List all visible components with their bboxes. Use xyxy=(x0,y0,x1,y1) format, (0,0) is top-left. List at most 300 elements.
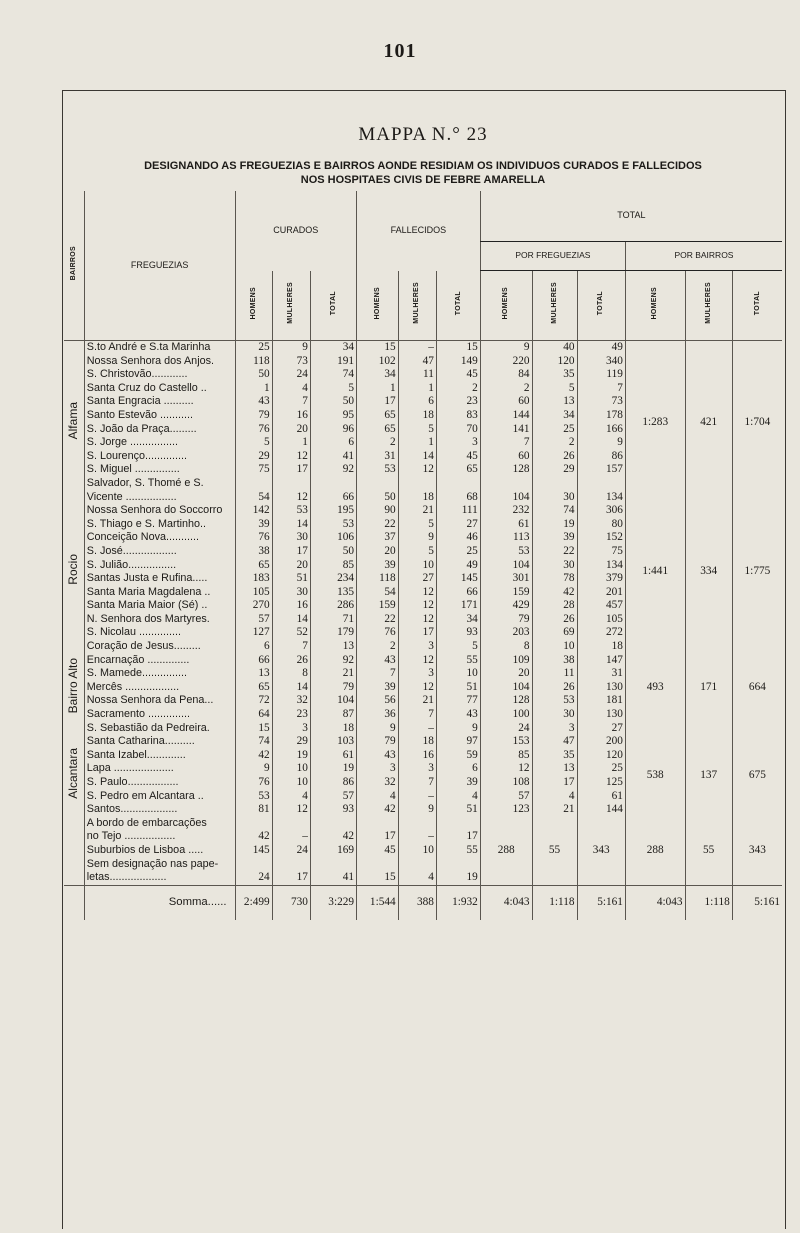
table-cell: 18 xyxy=(577,640,625,654)
bairro-total-total: 664 xyxy=(732,640,782,735)
table-cell: 53 xyxy=(272,504,310,518)
table-cell: 12 xyxy=(272,450,310,464)
table-cell xyxy=(310,477,356,491)
table-cell: 17 xyxy=(272,871,310,885)
table-cell: 5 xyxy=(436,640,480,654)
table-cell: 51 xyxy=(436,803,480,817)
table-cell: 4 xyxy=(272,382,310,396)
table-cell: 2 xyxy=(357,640,399,654)
page-number: 101 xyxy=(383,40,417,62)
table-cell: 3 xyxy=(357,762,399,776)
table-cell: 27 xyxy=(398,572,436,586)
table-cell: 65 xyxy=(235,559,272,573)
table-cell: 61 xyxy=(577,790,625,804)
freguezia-name: Sem designação nas pape- xyxy=(84,858,235,872)
table-cell: 90 xyxy=(357,504,399,518)
table-cell: 203 xyxy=(480,626,532,640)
freguezia-name: Lapa .................... xyxy=(84,762,235,776)
freguezia-name: S. Lourenço.............. xyxy=(84,450,235,464)
table-cell: 134 xyxy=(577,491,625,505)
table-cell: 47 xyxy=(532,735,577,749)
table-cell xyxy=(235,477,272,491)
header-freg-total: TOTAL xyxy=(577,271,625,341)
table-cell: 17 xyxy=(532,776,577,790)
table-cell: 57 xyxy=(235,613,272,627)
table-cell: 76 xyxy=(235,776,272,790)
subtitle-line-2: NOS HOSPITAES CIVIS DE FEBRE AMARELLA xyxy=(300,174,546,186)
table-cell: 26 xyxy=(532,613,577,627)
table-cell: 105 xyxy=(235,586,272,600)
table-cell: 53 xyxy=(235,790,272,804)
table-cell: 50 xyxy=(310,545,356,559)
table-cell: 457 xyxy=(577,599,625,613)
table-cell: 14 xyxy=(272,613,310,627)
table-cell: 9 xyxy=(480,341,532,355)
table-cell: 10 xyxy=(272,776,310,790)
table-cell: 28 xyxy=(532,599,577,613)
table-cell: 19 xyxy=(310,762,356,776)
table-cell: 12 xyxy=(272,803,310,817)
table-cell: 27 xyxy=(436,518,480,532)
table-cell: 26 xyxy=(532,450,577,464)
table-cell: 55 xyxy=(436,654,480,668)
table-cell: 5 xyxy=(310,382,356,396)
table-cell: 53 xyxy=(357,463,399,477)
summa-cell: 3:229 xyxy=(310,885,356,920)
table-cell xyxy=(235,858,272,872)
table-cell: 5 xyxy=(398,545,436,559)
table-cell: 340 xyxy=(577,355,625,369)
table-cell: 73 xyxy=(577,395,625,409)
table-cell: 10 xyxy=(398,844,436,858)
table-cell: 183 xyxy=(235,572,272,586)
table-cell: 10 xyxy=(436,667,480,681)
table-cell: 201 xyxy=(577,586,625,600)
table-cell: 6 xyxy=(310,436,356,450)
table-cell: 9 xyxy=(357,722,399,736)
table-cell: 25 xyxy=(235,341,272,355)
table-cell: 39 xyxy=(436,776,480,790)
summa-cell: 388 xyxy=(398,885,436,920)
table-cell: 17 xyxy=(272,463,310,477)
table-cell: 220 xyxy=(480,355,532,369)
table-cell: 159 xyxy=(480,586,532,600)
table-cell: – xyxy=(398,722,436,736)
table-cell: 127 xyxy=(235,626,272,640)
bairro-total-total: 1:775 xyxy=(732,504,782,640)
table-cell: 40 xyxy=(532,341,577,355)
header-freg-homens: HOMENS xyxy=(480,271,532,341)
table-row xyxy=(64,341,782,355)
table-cell: 7 xyxy=(480,436,532,450)
table-cell: 21 xyxy=(398,504,436,518)
summa-cell: 5:161 xyxy=(577,885,625,920)
table-cell xyxy=(436,817,480,831)
extra-freg-total: 343 xyxy=(577,817,625,885)
table-cell: 178 xyxy=(577,409,625,423)
freguezia-name: S. José.................. xyxy=(84,545,235,559)
table-cell: 15 xyxy=(357,341,399,355)
table-cell: 75 xyxy=(577,545,625,559)
table-cell: 1 xyxy=(398,382,436,396)
summa-cell: 1:118 xyxy=(532,885,577,920)
table-cell: 43 xyxy=(436,708,480,722)
table-cell: 24 xyxy=(235,871,272,885)
table-cell: 7 xyxy=(398,776,436,790)
freguezia-name: Nossa Senhora dos Anjos. xyxy=(84,355,235,369)
table-cell: 29 xyxy=(532,463,577,477)
table-cell: 128 xyxy=(480,694,532,708)
table-cell: 76 xyxy=(235,423,272,437)
freguezia-name: Santo Estevão ........... xyxy=(84,409,235,423)
table-cell: 123 xyxy=(480,803,532,817)
table-cell: 111 xyxy=(436,504,480,518)
table-cell xyxy=(398,477,436,491)
table-cell: 15 xyxy=(357,871,399,885)
table-cell: 42 xyxy=(235,830,272,844)
table-cell: 78 xyxy=(532,572,577,586)
table-cell: 79 xyxy=(235,409,272,423)
table-cell: 22 xyxy=(532,545,577,559)
table-cell: 108 xyxy=(480,776,532,790)
header-por-freguezias: POR FREGUEZIAS xyxy=(480,242,625,271)
table-cell: 31 xyxy=(357,450,399,464)
table-cell: 272 xyxy=(577,626,625,640)
freguezia-name: Nossa Senhora da Pena... xyxy=(84,694,235,708)
table-cell: 19 xyxy=(272,749,310,763)
summa-cell: 730 xyxy=(272,885,310,920)
table-cell: 18 xyxy=(398,491,436,505)
table-cell: 31 xyxy=(577,667,625,681)
freguezia-name: Suburbios de Lisboa ..... xyxy=(84,844,235,858)
table-cell: 18 xyxy=(398,409,436,423)
table-cell: 16 xyxy=(272,599,310,613)
extra-bairro-total: 55 xyxy=(685,817,732,885)
table-cell: 10 xyxy=(272,762,310,776)
table-cell: 120 xyxy=(577,749,625,763)
summa-label: Somma...... xyxy=(84,885,235,920)
freguezia-name: A bordo de embarcações xyxy=(84,817,235,831)
bairro-group-label: Alcantara xyxy=(66,748,81,800)
header-curados-mulheres: MULHERES xyxy=(272,271,310,341)
table-cell: 84 xyxy=(480,368,532,382)
table-cell: 22 xyxy=(357,613,399,627)
freguezia-name: Santos................... xyxy=(84,803,235,817)
table-cell: 65 xyxy=(235,681,272,695)
table-cell: 10 xyxy=(398,559,436,573)
table-cell: 32 xyxy=(357,776,399,790)
data-table xyxy=(64,191,782,920)
table-cell: 1 xyxy=(272,436,310,450)
table-cell: 85 xyxy=(480,749,532,763)
table-cell: 130 xyxy=(577,681,625,695)
table-cell: 12 xyxy=(272,491,310,505)
table-cell: 12 xyxy=(398,463,436,477)
header-fallecidos: FALLECIDOS xyxy=(357,191,481,271)
table-cell: 149 xyxy=(436,355,480,369)
table-cell: 24 xyxy=(272,368,310,382)
table-cell: 97 xyxy=(436,735,480,749)
table-cell: 57 xyxy=(480,790,532,804)
table-cell: 19 xyxy=(532,518,577,532)
freguezia-name: Santa Cruz do Castello .. xyxy=(84,382,235,396)
table-cell xyxy=(398,817,436,831)
table-cell: 74 xyxy=(532,504,577,518)
bairro-total-mulheres: 421 xyxy=(685,341,732,505)
table-cell: 14 xyxy=(272,518,310,532)
header-bairro-total: TOTAL xyxy=(732,271,782,341)
freguezia-name: Salvador, S. Thomé e S. xyxy=(84,477,235,491)
table-cell: 92 xyxy=(310,654,356,668)
table-cell: 286 xyxy=(310,599,356,613)
table-cell: 2 xyxy=(436,382,480,396)
bairro-total-total: 675 xyxy=(732,735,782,817)
table-cell: 39 xyxy=(357,681,399,695)
table-cell: 125 xyxy=(577,776,625,790)
summa-cell: 1:544 xyxy=(357,885,399,920)
freguezia-name: S. Paulo................. xyxy=(84,776,235,790)
table-cell: 53 xyxy=(310,518,356,532)
table-cell: 15 xyxy=(436,341,480,355)
table-cell: 93 xyxy=(436,626,480,640)
table-cell: 17 xyxy=(436,830,480,844)
table-cell: 18 xyxy=(398,735,436,749)
table-cell: 21 xyxy=(398,694,436,708)
table-cell: 118 xyxy=(357,572,399,586)
table-cell xyxy=(480,477,532,491)
table-cell: 104 xyxy=(310,694,356,708)
freguezia-name: Santas Justa e Rufina..... xyxy=(84,572,235,586)
table-cell: 56 xyxy=(357,694,399,708)
table-cell: 13 xyxy=(532,395,577,409)
table-cell: 195 xyxy=(310,504,356,518)
freguezia-name: Santa Engracia .......... xyxy=(84,395,235,409)
header-fallecidos-homens: HOMENS xyxy=(357,271,399,341)
table-cell: 9 xyxy=(398,803,436,817)
table-cell: 9 xyxy=(272,341,310,355)
table-cell: 92 xyxy=(310,463,356,477)
table-cell: – xyxy=(398,830,436,844)
table-cell: 8 xyxy=(480,640,532,654)
table-cell xyxy=(235,817,272,831)
header-fallecidos-mulheres: MULHERES xyxy=(398,271,436,341)
table-cell: 3 xyxy=(398,762,436,776)
table-cell: 191 xyxy=(310,355,356,369)
bairro-group-label: Rocio xyxy=(66,554,81,586)
table-cell: 2 xyxy=(357,436,399,450)
table-row xyxy=(64,817,782,831)
table-cell: 34 xyxy=(357,368,399,382)
table-cell xyxy=(310,858,356,872)
table-cell: 30 xyxy=(532,708,577,722)
table-cell: 71 xyxy=(310,613,356,627)
subtitle-line-1: DESIGNANDO AS FREGUEZIAS E BAIRROS AONDE RESIDIAM OS INDIVIDUOS CURADOS E FALLECIDOS xyxy=(144,160,702,172)
table-cell: 13 xyxy=(235,667,272,681)
table-cell: 12 xyxy=(398,681,436,695)
table-cell: 1 xyxy=(235,382,272,396)
table-cell: 12 xyxy=(398,599,436,613)
table-cell: 1 xyxy=(398,436,436,450)
summa-cell: 2:499 xyxy=(235,885,272,920)
table-cell: 39 xyxy=(235,518,272,532)
table-cell: 102 xyxy=(357,355,399,369)
table-cell xyxy=(436,858,480,872)
table-cell: 104 xyxy=(480,681,532,695)
bairro-group-label: Bairro Alto xyxy=(66,657,81,714)
table-cell: 34 xyxy=(310,341,356,355)
table-cell: 42 xyxy=(235,749,272,763)
table-cell: 17 xyxy=(357,830,399,844)
freguezia-name: no Tejo ................. xyxy=(84,830,235,844)
table-cell: 54 xyxy=(357,586,399,600)
table-cell xyxy=(272,477,310,491)
table-cell: 80 xyxy=(577,518,625,532)
header-freg-mulheres: MULHERES xyxy=(532,271,577,341)
freguezia-name: Coração de Jesus......... xyxy=(84,640,235,654)
table-cell: 4 xyxy=(532,790,577,804)
table-cell: 12 xyxy=(480,762,532,776)
table-cell: 70 xyxy=(436,423,480,437)
table-cell: 16 xyxy=(398,749,436,763)
freguezia-name: S. Julião................ xyxy=(84,559,235,573)
header-bairro-homens: HOMENS xyxy=(625,271,685,341)
table-cell: – xyxy=(398,790,436,804)
table-cell: 69 xyxy=(532,626,577,640)
bairro-total-total: 1:704 xyxy=(732,341,782,505)
table-cell: 35 xyxy=(532,368,577,382)
table-cell: 9 xyxy=(436,722,480,736)
freguezia-name: S. João da Praça......... xyxy=(84,423,235,437)
freguezia-name: S. Pedro em Alcantara .. xyxy=(84,790,235,804)
table-cell: 38 xyxy=(235,545,272,559)
table-cell: 39 xyxy=(357,559,399,573)
table-cell: 7 xyxy=(272,395,310,409)
table-cell: 51 xyxy=(272,572,310,586)
table-cell: 145 xyxy=(436,572,480,586)
table-cell: 21 xyxy=(310,667,356,681)
table-cell xyxy=(357,858,399,872)
table-cell: 43 xyxy=(357,749,399,763)
table-cell: 30 xyxy=(272,531,310,545)
table-cell: 12 xyxy=(398,586,436,600)
bairro-total-mulheres: 137 xyxy=(685,735,732,817)
header-curados-total: TOTAL xyxy=(310,271,356,341)
table-cell: 144 xyxy=(480,409,532,423)
table-row xyxy=(64,640,782,654)
table-cell: 85 xyxy=(310,559,356,573)
freguezia-name: Santa Catharina.......... xyxy=(84,735,235,749)
freguezia-name: S.to André e S.ta Marinha xyxy=(84,341,235,355)
table-cell: 29 xyxy=(235,450,272,464)
table-cell: 66 xyxy=(310,491,356,505)
table-cell: 46 xyxy=(436,531,480,545)
table-cell: 25 xyxy=(436,545,480,559)
table-cell: 135 xyxy=(310,586,356,600)
header-curados-homens: HOMENS xyxy=(235,271,272,341)
table-cell: 36 xyxy=(357,708,399,722)
table-cell: 60 xyxy=(480,450,532,464)
table-cell: 74 xyxy=(310,368,356,382)
table-cell: 87 xyxy=(310,708,356,722)
table-cell: 79 xyxy=(357,735,399,749)
table-cell: 105 xyxy=(577,613,625,627)
table-cell: 11 xyxy=(532,667,577,681)
table-cell: 130 xyxy=(577,708,625,722)
table-cell: 20 xyxy=(357,545,399,559)
table-cell: 109 xyxy=(480,654,532,668)
table-cell: 45 xyxy=(436,450,480,464)
bairro-total-mulheres: 171 xyxy=(685,640,732,735)
table-cell: 49 xyxy=(577,341,625,355)
table-cell: 66 xyxy=(436,586,480,600)
table-cell: 54 xyxy=(235,491,272,505)
table-cell: 35 xyxy=(532,749,577,763)
table-cell: 41 xyxy=(310,450,356,464)
freguezia-name: Sacramento .............. xyxy=(84,708,235,722)
bairro-group-label: Alfama xyxy=(66,401,81,439)
table-cell: 26 xyxy=(532,681,577,695)
table-cell: 65 xyxy=(436,463,480,477)
table-cell: 169 xyxy=(310,844,356,858)
header-freguezias: FREGUEZIAS xyxy=(84,191,235,341)
table-cell: 61 xyxy=(480,518,532,532)
table-cell: 66 xyxy=(235,654,272,668)
table-cell xyxy=(436,477,480,491)
table-cell: 14 xyxy=(272,681,310,695)
table-cell: 5 xyxy=(398,423,436,437)
table-cell: 270 xyxy=(235,599,272,613)
table-cell: 51 xyxy=(436,681,480,695)
table-cell: 306 xyxy=(577,504,625,518)
table-cell: 166 xyxy=(577,423,625,437)
table-cell: 41 xyxy=(310,871,356,885)
table-cell: 38 xyxy=(532,654,577,668)
extra-freg-total: 288 xyxy=(480,817,532,885)
table-cell: 6 xyxy=(235,640,272,654)
table-cell: 119 xyxy=(577,368,625,382)
table-cell: 86 xyxy=(310,776,356,790)
table-cell: 34 xyxy=(532,409,577,423)
freguezia-name: Conceição Nova........... xyxy=(84,531,235,545)
table-cell: 7 xyxy=(272,640,310,654)
table-cell: 30 xyxy=(532,559,577,573)
table-cell: 81 xyxy=(235,803,272,817)
table-cell: 234 xyxy=(310,572,356,586)
freguezia-name: letas................... xyxy=(84,871,235,885)
table-cell: 16 xyxy=(272,409,310,423)
freguezia-name: S. Sebastião da Pedreira. xyxy=(84,722,235,736)
table-cell: 15 xyxy=(235,722,272,736)
table-cell: 64 xyxy=(235,708,272,722)
table-cell: 153 xyxy=(480,735,532,749)
table-cell: 8 xyxy=(272,667,310,681)
table-cell: 83 xyxy=(436,409,480,423)
table-cell: 24 xyxy=(480,722,532,736)
table-cell: 61 xyxy=(310,749,356,763)
table-cell: 5 xyxy=(398,518,436,532)
table-cell: 17 xyxy=(398,626,436,640)
table-row xyxy=(64,735,782,749)
freguezia-name: Nossa Senhora do Soccorro xyxy=(84,504,235,518)
table-cell: 145 xyxy=(235,844,272,858)
table-cell: 79 xyxy=(310,681,356,695)
table-cell xyxy=(357,817,399,831)
extra-bairro-total: 343 xyxy=(732,817,782,885)
header-bairro-mulheres: MULHERES xyxy=(685,271,732,341)
table-cell: 17 xyxy=(272,545,310,559)
table-cell: 42 xyxy=(310,830,356,844)
table-cell: 301 xyxy=(480,572,532,586)
